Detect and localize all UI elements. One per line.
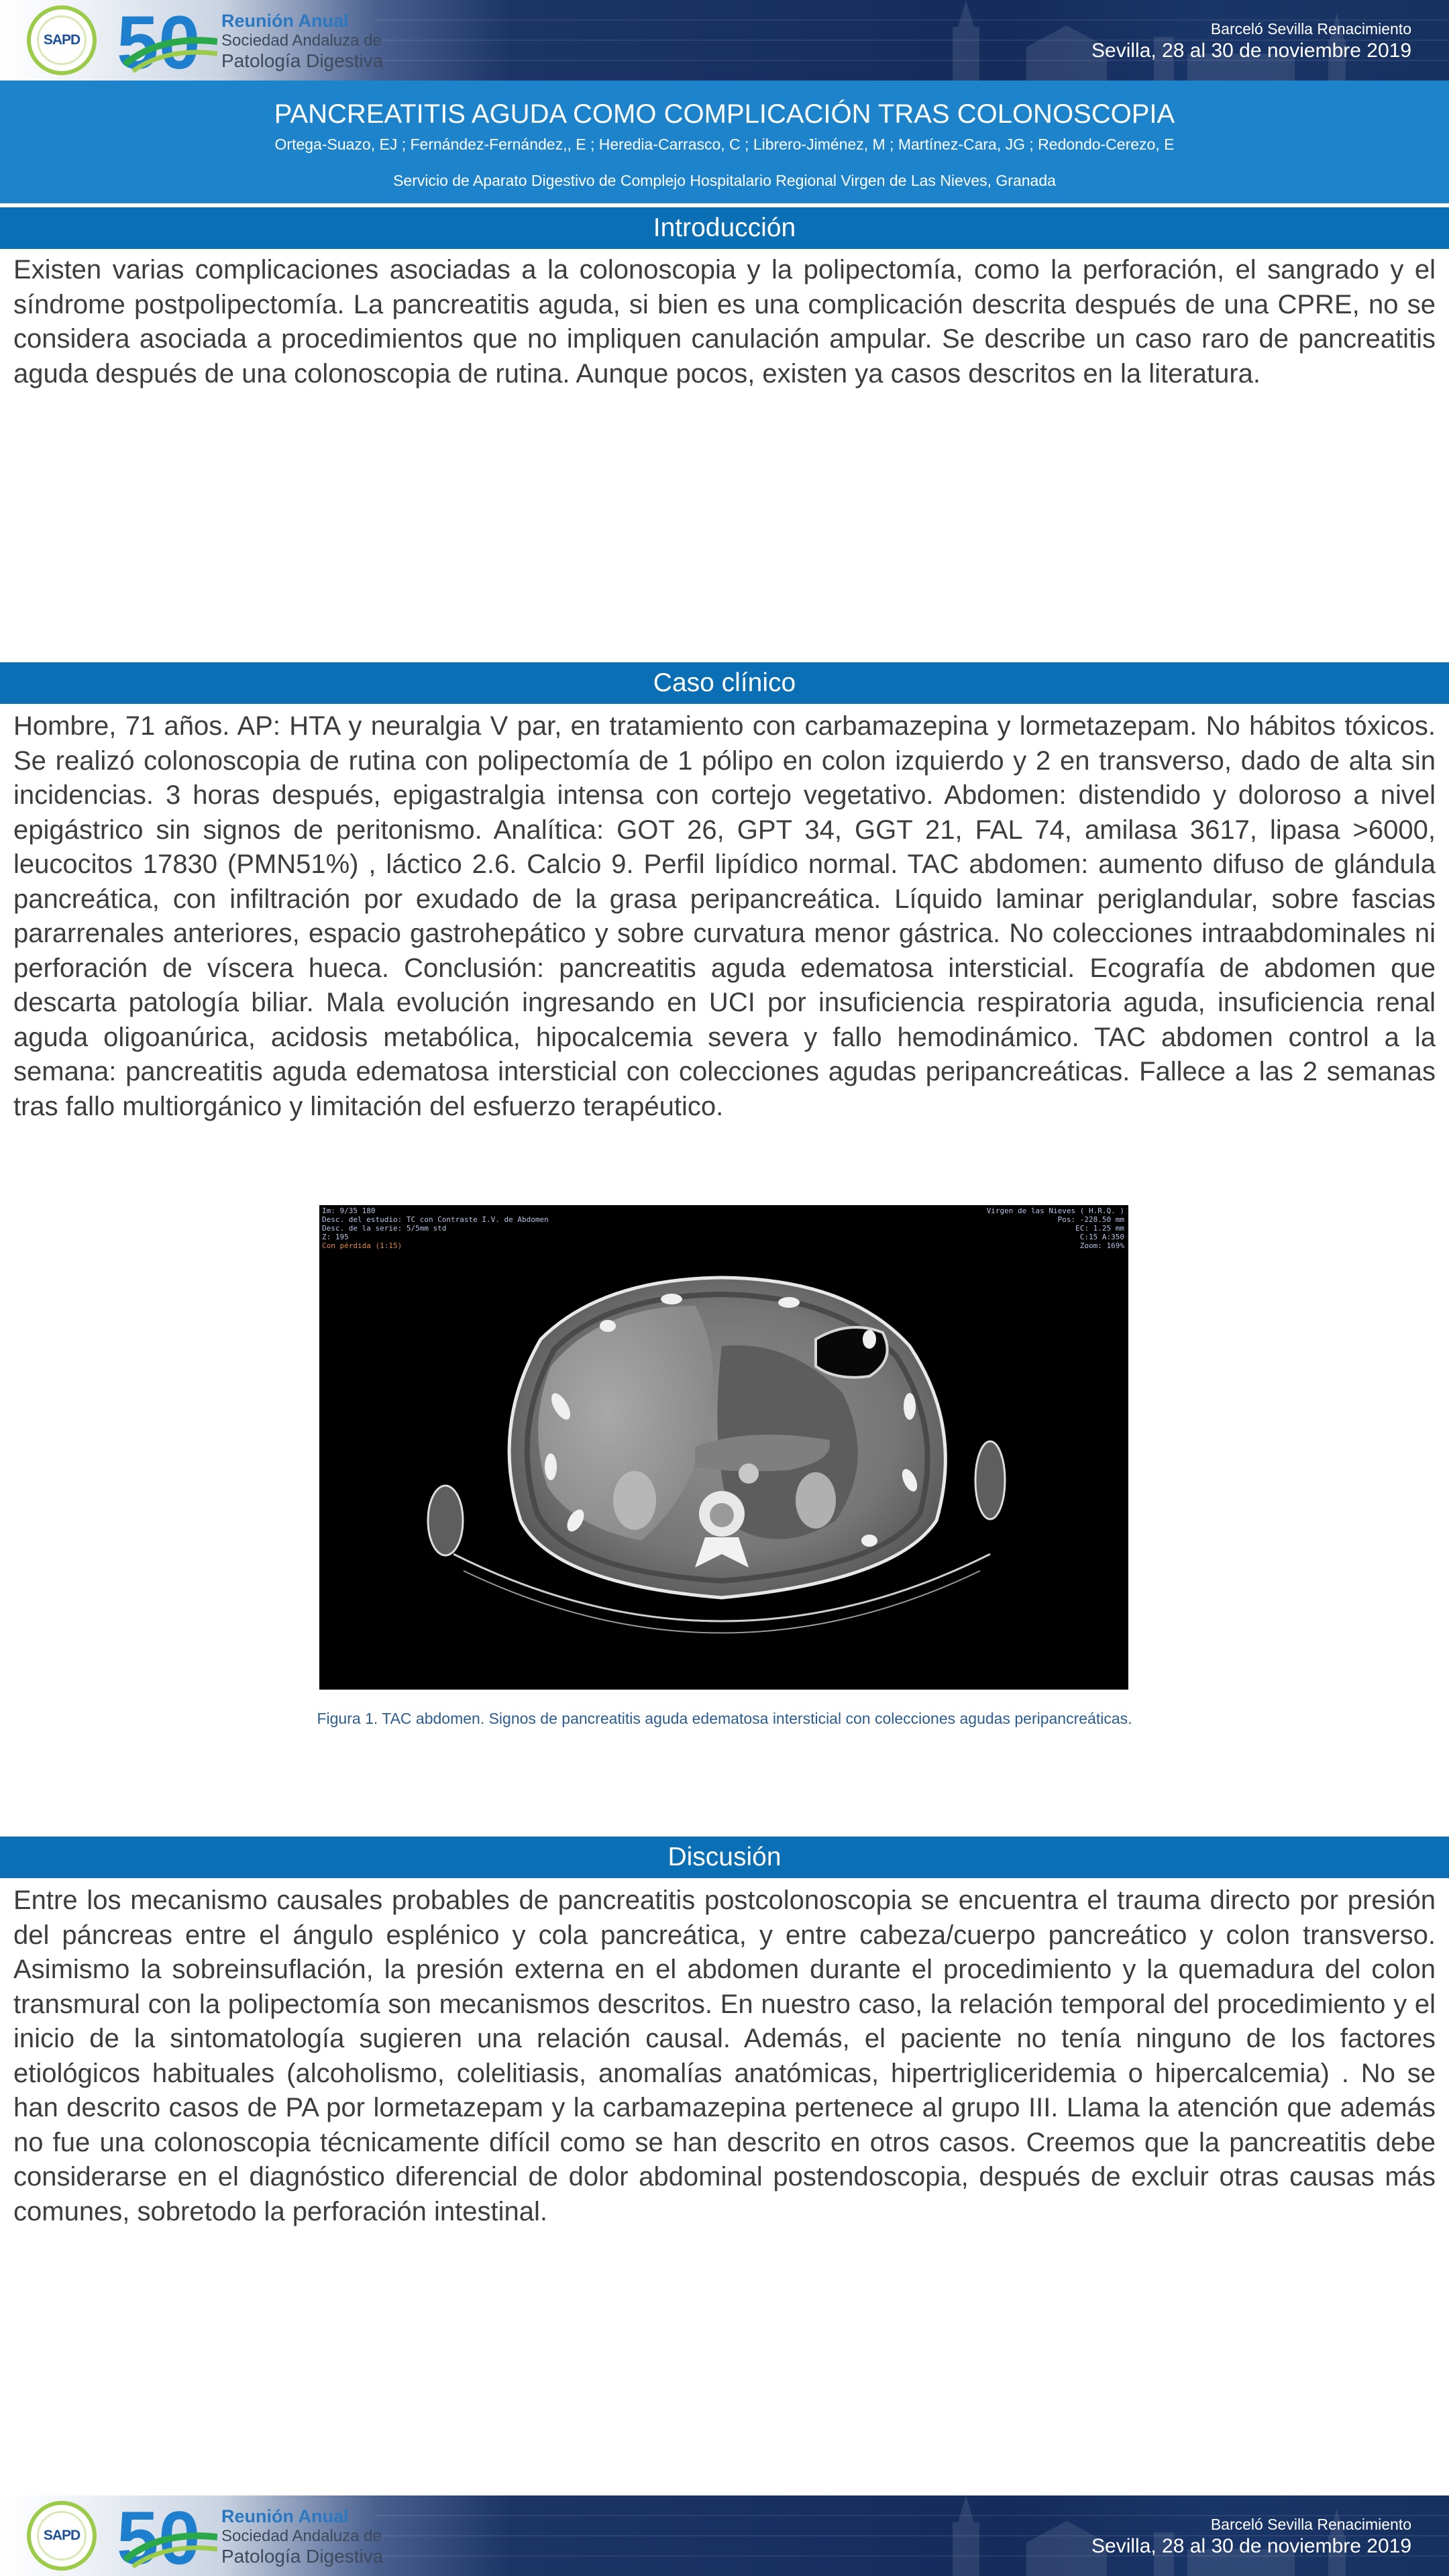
seal-inner-ring [37, 2511, 87, 2561]
venue-info [1091, 2514, 1411, 2559]
venue-dates: Sevilla, 28 al 30 de noviembre 2019 [1091, 2535, 1411, 2557]
ct-overlay-line: Desc. de la serie: 5/5mm std [322, 1224, 447, 1233]
org-name [221, 11, 383, 72]
org-name [221, 2506, 383, 2567]
section-header-caso-clinico: Caso clínico [0, 662, 1449, 704]
ct-overlay-line: Pos: -228.50 mm [1057, 1215, 1124, 1224]
intro-paragraph: Existen varias complicaciones asociadas a la colonoscopia y la polipectomía, como la perforación, el sangrado y el síndrome postpolipectomía. La pancreatitis aguda, si bien es una complicación descrita después de una CPRE, no se considera asociada a procedimientos que no impliquen canulación ampular. Se describe un caso raro de pancreatitis aguda después de una colonoscopia de rutina. Aunque pocos, existen ya casos descritos en la literatura. [13, 255, 1436, 389]
anniversary-number: 50 [117, 7, 201, 74]
seal-text: SAPD [43, 2528, 80, 2543]
seal-inner-ring [37, 15, 87, 65]
section-header-discusion: Discusión [0, 1837, 1449, 1878]
ct-overlay-right [987, 1206, 1124, 1250]
section-header-introduccion: Introducción [0, 207, 1449, 249]
anniversary-number: 50 [117, 2502, 201, 2569]
affiliation: Servicio de Aparato Digestivo de Complejo Hospitalario Regional Virgen de Las Nieves, Granada [393, 172, 1056, 189]
authors: Ortega-Suazo, EJ ; Fernández-Fernández,, E ; Heredia-Carrasco, C ; Librero-Jiménez, M ; Martínez-Cara, JG ; Redondo-Cerezo, E [274, 136, 1175, 153]
venue-info [1091, 19, 1411, 63]
figure-caption: Figura 1. TAC abdomen. Signos de pancreatitis aguda edematosa intersticial con colecciones agudas peripancreáticas. [317, 1710, 1132, 1727]
venue-hotel: Barceló Sevilla Renacimiento [1210, 2516, 1411, 2533]
ct-scan-image [319, 1205, 1128, 1690]
ct-overlay-left [322, 1206, 549, 1250]
ct-overlay-line: Zoom: 169% [1079, 1241, 1124, 1250]
ct-overlay-line: C:15 A:350 [1079, 1233, 1124, 1241]
org-line-3: Patología Digestiva [221, 2546, 384, 2567]
org-line-2: Sociedad Andaluza de [221, 2527, 382, 2545]
sapd-seal-logo [27, 5, 97, 75]
org-line-1: Reunión Anual [221, 11, 349, 31]
ct-overlay-line: Virgen de las Nieves ( H.R.Q. ) [986, 1206, 1124, 1215]
poster-title: PANCREATITIS AGUDA COMO COMPLICACIÓN TRAS COLONOSCOPIA [274, 99, 1175, 129]
case-paragraph: Hombre, 71 años. AP: HTA y neuralgia V par, en tratamiento con carbamazepina y lormetazepam. No hábitos tóxicos. Se realizó colonoscopia de rutina con polipectomía de 1 pólipo en colon izquierdo y 2 en transverso, dado de alta sin incidencias. 3 horas después, epigastralgia intensa con cortejo vegetativo. Abdomen: distendido y doloroso a nivel epigástrico sin signos de peritonismo. Analítica: GOT 26, GPT 34, GGT 21, FAL 74, amilasa 3617, lipasa >6000, leucocitos 17830 (PMN51%) , láctico 2.6. Calcio 9. Perfil lipídico normal. TAC abdomen: aumento difuso de glándula pancreática, con infiltración por exudado de la grasa peripancreática. Líquido laminar periglandular, sobre fascias pararrenales anteriores, espacio gastrohepático y sobre curvatura menor gástrica. No colecciones intraabdominales ni perforación de víscera hueca. Conclusión: pancreatitis aguda edematosa intersticial. Ecografía de abdomen que descarta patología biliar. Mala evolución ingresando en UCI por insuficiencia respiratoria aguda, insuficiencia renal aguda oligoanúrica, acidosis metabólica, hipocalcemia severa y fallo hemodinámico. TAC abdomen control a la semana: pancreatitis aguda edematosa intersticial con colecciones agudas peripancreáticas. Fallece a las 2 semanas tras fallo multiorgánico y limitación del esfuerzo terapéutico. [13, 711, 1436, 1121]
ct-overlay-line: EC: 1.25 mm [1075, 1224, 1124, 1233]
ct-scan-figure [319, 1205, 1128, 1690]
anniversary-50-logo [117, 2502, 217, 2569]
ct-overlay-compression-warning: Con pérdida (1:15) [322, 1241, 402, 1250]
ct-overlay-line: Desc. del estudio: TC con Contraste I.V. de Abdomen [322, 1215, 549, 1224]
footer-banner [0, 2495, 1449, 2576]
org-line-2: Sociedad Andaluza de [221, 32, 382, 50]
ct-overlay-line: Z: 195 [322, 1233, 349, 1241]
venue-hotel: Barceló Sevilla Renacimiento [1210, 20, 1411, 38]
sapd-seal-logo [27, 2501, 97, 2571]
ct-overlay-line: Im: 9/35 180 [322, 1206, 376, 1215]
discussion-paragraph: Entre los mecanismo causales probables de pancreatitis postcolonoscopia se encuentra el trauma directo por presión del páncreas entre el ángulo esplénico y cola pancreática, y entre cabeza/cuerpo pancreático y colon transverso. Asimismo la sobreinsuflación, la presión externa en el abdomen durante el procedimiento y la quemadura del colon transmural con la polipectomía son mecanismos descritos. En nuestro caso, la relación temporal del procedimiento y el inicio de la sintomatología sugieren una relación causal. Además, el paciente no tenía ninguno de los factores etiológicos habituales (alcoholismo, colelitiasis, anomalías anatómicas, hipertrigliceridemia o hipercalcemia) . No se han descrito casos de PA por lormetazepam y la carbamazepina pertenece al grupo III. Llama la atención que además no fue una colonoscopia técnicamente difícil como se han descrito en otros casos. Creemos que la pancreatitis debe considerarse en el diagnóstico diferencial de dolor abdominal postendoscopia, después de excluir otras causas más comunes, sobretodo la perforación intestinal. [13, 1886, 1436, 2226]
title-block [0, 81, 1449, 203]
anniversary-50-logo [117, 7, 217, 74]
header-banner [0, 0, 1449, 81]
venue-dates: Sevilla, 28 al 30 de noviembre 2019 [1091, 40, 1411, 62]
org-line-3: Patología Digestiva [221, 50, 384, 71]
seal-text: SAPD [43, 32, 80, 48]
org-line-1: Reunión Anual [221, 2506, 349, 2526]
